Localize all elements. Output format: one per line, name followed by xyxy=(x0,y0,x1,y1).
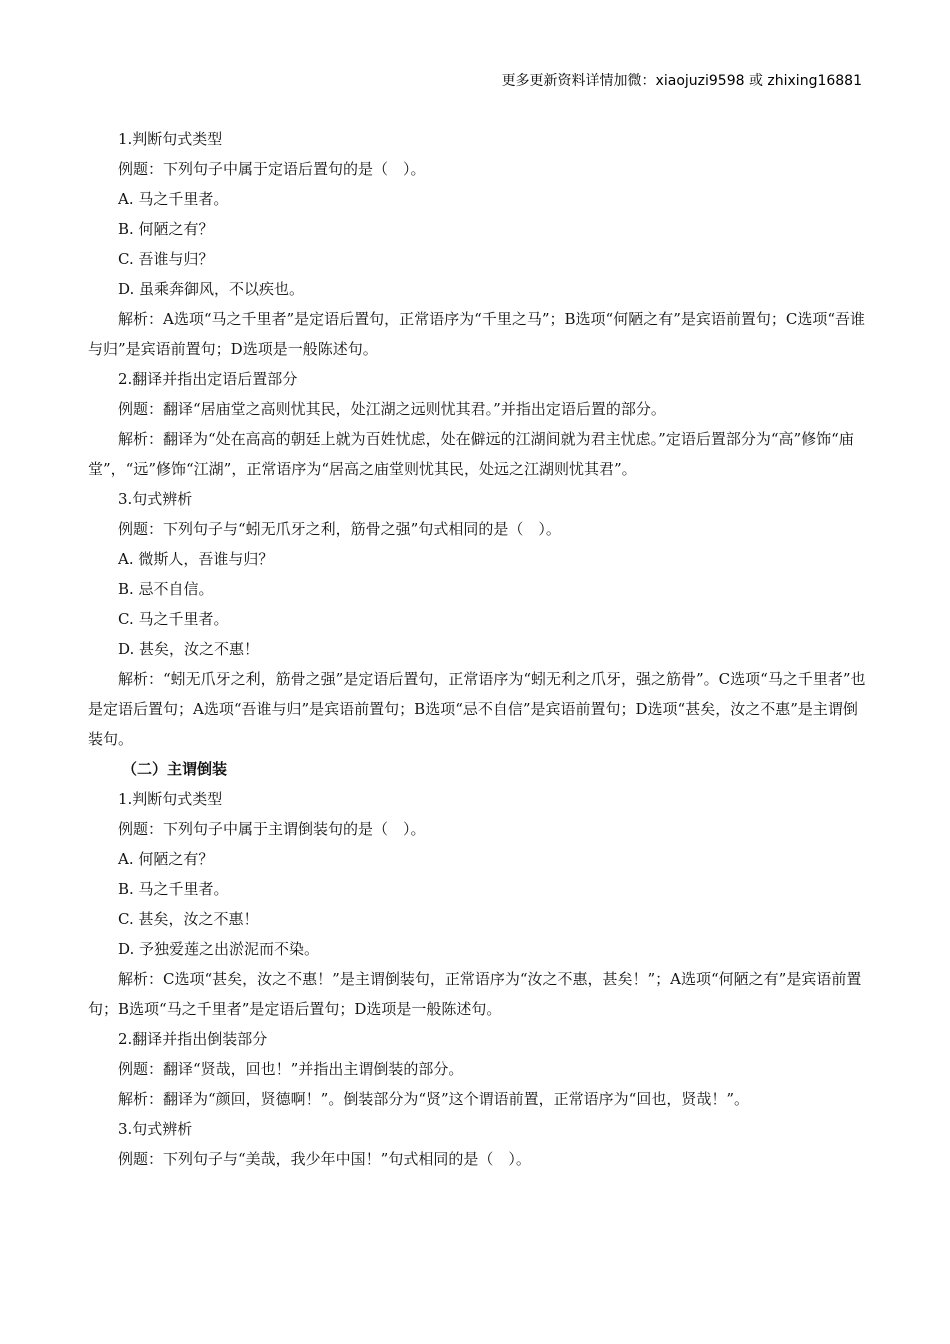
paragraph: D. 予独爱莲之出淤泥而不染。 xyxy=(118,940,320,958)
paragraph: D. 虽乘奔御风，不以疾也。 xyxy=(118,280,305,298)
paragraph: A. 何陋之有？ xyxy=(118,850,214,868)
paragraph: 3.句式辨析 xyxy=(118,490,193,508)
paragraph: 例题：翻译“居庙堂之高则忧其民，处江湖之远则忧其君。”并指出定语后置的部分。 xyxy=(118,400,666,418)
paragraph: 1.判断句式类型 xyxy=(118,130,223,148)
document-body xyxy=(88,124,868,1174)
paragraph: 解析：翻译为“颜回，贤德啊！”。倒装部分为“贤”这个谓语前置，正常语序为“回也，贤哉！”。 xyxy=(118,1090,750,1108)
paragraph: 例题：下列句子与“美哉，我少年中国！”句式相同的是（ ）。 xyxy=(118,1150,531,1168)
paragraph: 3.句式辨析 xyxy=(118,1120,193,1138)
paragraph: 解析：C选项“甚矣，汝之不惠！”是主谓倒装句，正常语序为“汝之不惠，甚矣！”；A选项“何陋之有”是宾语前置句；B选项“马之千里者”是定语后置句；D选项是一般陈述句。 xyxy=(88,970,862,1018)
paragraph: C. 甚矣，汝之不惠！ xyxy=(118,910,259,928)
paragraph: 2.翻译并指出定语后置部分 xyxy=(118,370,298,388)
paragraph: 例题：翻译“贤哉，回也！”并指出主谓倒装的部分。 xyxy=(118,1060,464,1078)
paragraph: 1.判断句式类型 xyxy=(118,790,223,808)
header-contact-text: 更多更新资料详情加微：xiaojuzi9598 或 zhixing16881 xyxy=(501,73,862,89)
paragraph: A. 马之千里者。 xyxy=(118,190,229,208)
paragraph: 例题：下列句子与“蚓无爪牙之利，筋骨之强”句式相同的是（ ）。 xyxy=(118,520,561,538)
paragraph: C. 吾谁与归？ xyxy=(118,250,214,268)
paragraph: 例题：下列句子中属于主谓倒装句的是（ ）。 xyxy=(118,820,426,838)
paragraph: 例题：下列句子中属于定语后置句的是（ ）。 xyxy=(118,160,426,178)
paragraph: B. 何陋之有？ xyxy=(118,220,214,238)
paragraph: B. 忌不自信。 xyxy=(118,580,214,598)
paragraph: 解析：翻译为“处在高高的朝廷上就为百姓忧虑，处在僻远的江湖间就为君主忧虑。”定语后置部分为“高”修饰“庙堂”，“远”修饰“江湖”，正常语序为“居高之庙堂则忧其民，处远之江湖则忧其君”。 xyxy=(88,430,854,478)
paragraph: A. 微斯人，吾谁与归？ xyxy=(118,550,274,568)
paragraph: D. 甚矣，汝之不惠！ xyxy=(118,640,260,658)
section-heading: （二）主谓倒装 xyxy=(122,760,228,778)
paragraph: C. 马之千里者。 xyxy=(118,610,229,628)
paragraph: 解析：“蚓无爪牙之利，筋骨之强”是定语后置句，正常语序为“蚓无利之爪牙，强之筋骨”。C选项“马之千里者”也是定语后置句；A选项“吾谁与归”是宾语前置句；B选项“忌不自信”是宾语前置句；D选项“甚矣，汝之不惠”是主谓倒装句。 xyxy=(88,670,866,748)
paragraph: 解析：A选项“马之千里者”是定语后置句，正常语序为“千里之马”；B选项“何陋之有”是宾语前置句；C选项“吾谁与归”是宾语前置句；D选项是一般陈述句。 xyxy=(88,310,866,358)
paragraph: 2.翻译并指出倒装部分 xyxy=(118,1030,268,1048)
paragraph: B. 马之千里者。 xyxy=(118,880,229,898)
